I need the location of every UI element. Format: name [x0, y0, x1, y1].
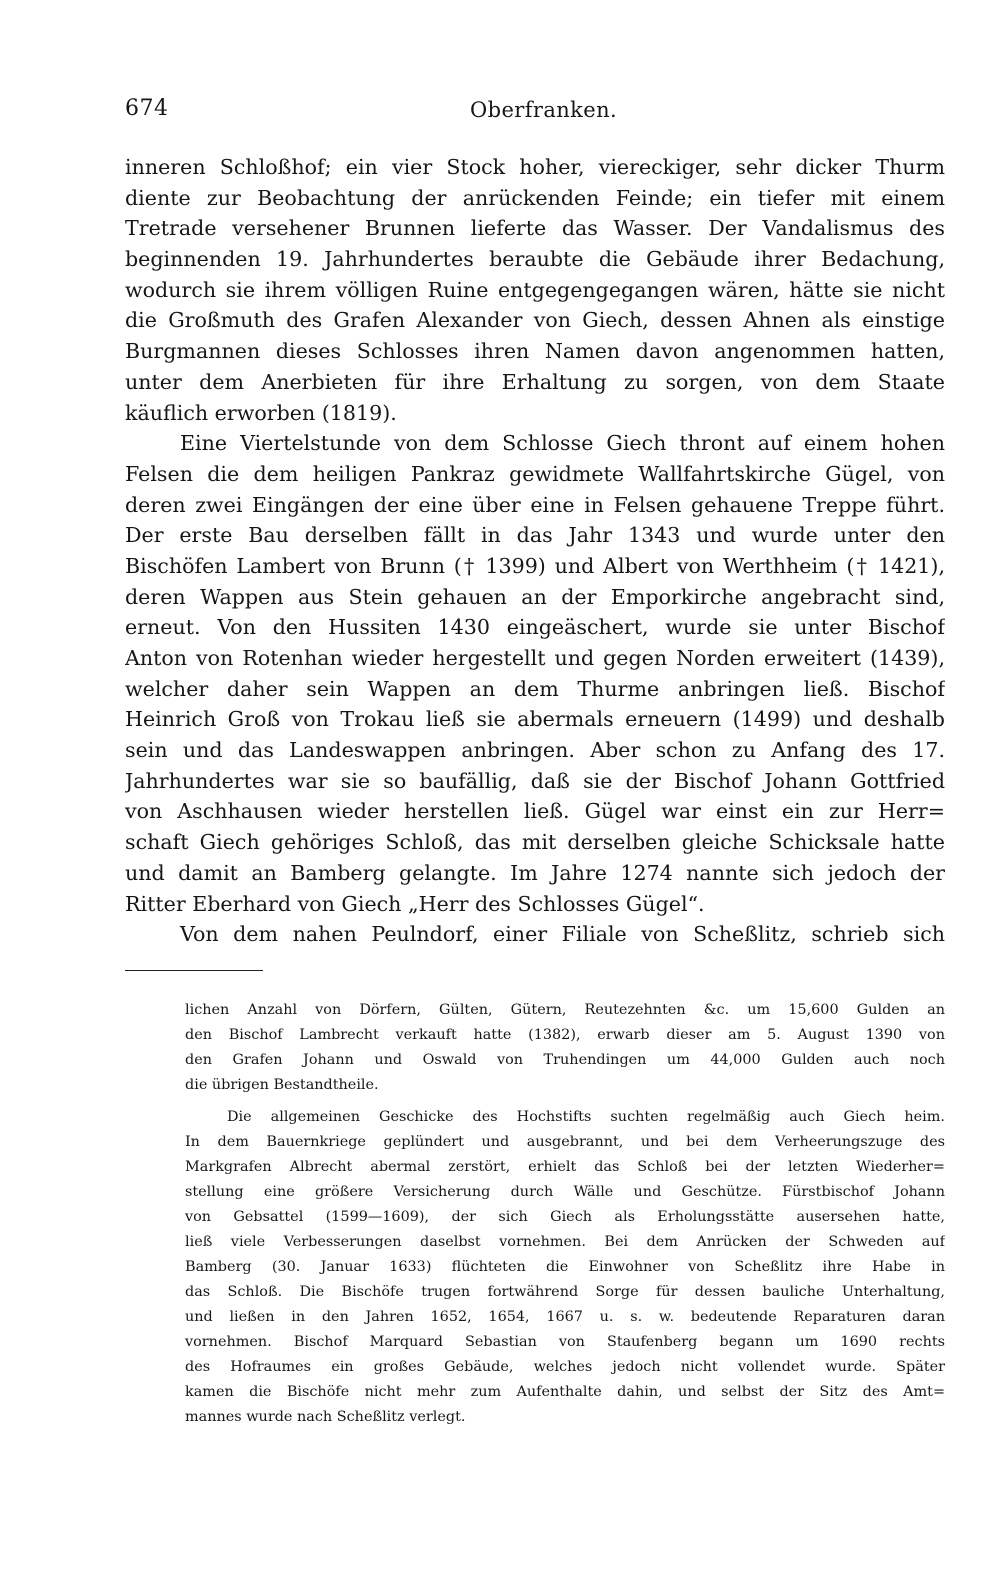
text-line: Der erste Bau derselben fällt in das Jahr 1343 und wurde unter den — [125, 523, 945, 548]
footnote-line: des Hofraumes ein großes Gebäude, welches jedoch nicht vollendet wurde. Später — [185, 1359, 945, 1375]
footnote-line: Bamberg (30. Januar 1633) flüchteten die Einwohner von Scheßlitz ihre Habe in — [185, 1259, 945, 1275]
text-line: Bischöfen Lambert von Brunn († 1399) und Albert von Werthheim († 1421), — [125, 553, 945, 578]
text-line: schaft Giech gehöriges Schloß, das mit derselben gleiche Schicksale hatte — [125, 830, 945, 855]
footnote-divider — [125, 970, 263, 971]
text-line: Heinrich Groß von Trokau ließ sie abermals erneuern (1499) und deshalb — [125, 707, 945, 732]
footnote-line: stellung eine größere Versicherung durch Wälle und Geschütze. Fürstbischof Johann — [185, 1184, 945, 1200]
text-line: wodurch sie ihrem völligen Ruine entgegengegangen wären, hätte sie nicht — [125, 277, 945, 302]
footnotes — [185, 998, 945, 1430]
text-line: Ritter Eberhard von Giech „Herr des Schlosses Gügel“. — [125, 891, 705, 916]
text-line: käuflich erworben (1819). — [125, 400, 397, 425]
text-line: diente zur Beobachtung der anrückenden Feinde; ein tiefer mit einem — [125, 185, 945, 210]
text-line: inneren Schloßhof; ein vier Stock hoher, viereckiger, sehr dicker Thurm — [125, 155, 945, 179]
text-line: Felsen die dem heiligen Pankraz gewidmete Wallfahrtskirche Gügel, von — [125, 461, 945, 486]
footnote-line: den Bischof Lambrecht verkauft hatte (1382), erwarb dieser am 5. August 1390 von — [185, 1027, 945, 1043]
footnote-line: und ließen in den Jahren 1652, 1654, 1667 u. s. w. bedeutende Reparaturen daran — [185, 1309, 945, 1325]
footnote-line: mannes wurde nach Scheßlitz verlegt. — [185, 1409, 466, 1425]
footnote-line: Die allgemeinen Geschicke des Hochstifts suchten regelmäßig auch Giech heim. — [227, 1109, 945, 1125]
footnote-line: lichen Anzahl von Dörfern, Gülten, Gütern, Reutezehnten &c. um 15,600 Gulden an — [185, 1002, 945, 1018]
text-line: Eine Viertelstunde von dem Schlosse Giech thront auf einem hohen — [180, 431, 945, 456]
footnote-line: ließ viele Verbesserungen daselbst vornehmen. Bei dem Anrücken der Schweden auf — [185, 1234, 945, 1250]
text-line: deren zwei Eingängen der eine über eine in Felsen gehauene Treppe führt. — [125, 492, 945, 517]
text-line: Burgmannen dieses Schlosses ihren Namen davon angenommen hatten, — [125, 339, 945, 364]
text-line: Tretrade versehener Brunnen lieferte das Wasser. Der Vandalismus des — [125, 216, 945, 241]
text-line: und damit an Bamberg gelangte. Im Jahre 1274 nannte sich jedoch der — [125, 860, 945, 885]
footnote-line: In dem Bauernkriege geplündert und ausgebrannt, und bei dem Verheerungszuge des — [185, 1134, 945, 1150]
running-title: Oberfranken. — [470, 98, 618, 122]
text-line: welcher daher sein Wappen an dem Thurme anbringen ließ. Bischof — [125, 676, 945, 701]
footnote-line: die übrigen Bestandtheile. — [185, 1077, 379, 1093]
text-line: die Großmuth des Grafen Alexander von Giech, dessen Ahnen als einstige — [125, 308, 945, 333]
main-text — [125, 152, 945, 950]
footnote-line: das Schloß. Die Bischöfe trugen fortwährend Sorge für dessen bauliche Unterhaltung, — [185, 1284, 945, 1300]
text-line: Jahrhundertes war sie so baufällig, daß sie der Bischof Johann Gottfried — [125, 768, 945, 793]
text-line: beginnenden 19. Jahrhundertes beraubte die Gebäude ihrer Bedachung, — [125, 247, 945, 272]
text-line: sein und das Landeswappen anbringen. Aber schon zu Anfang des 17. — [125, 738, 945, 763]
footnote-line: vornehmen. Bischof Marquard Sebastian von Staufenberg begann um 1690 rechts — [185, 1334, 945, 1350]
text-line: Anton von Rotenhan wieder hergestellt und gegen Norden erweitert (1439), — [125, 646, 945, 670]
text-line: erneut. Von den Hussiten 1430 eingeäschert, wurde sie unter Bischof — [125, 615, 945, 640]
text-line: unter dem Anerbieten für ihre Erhaltung zu sorgen, von dem Staate — [125, 369, 945, 394]
footnote-line: Markgrafen Albrecht abermal zerstört, erhielt das Schloß bei der letzten Wiederher= — [185, 1159, 945, 1175]
footnote-line: kamen die Bischöfe nicht mehr zum Aufenthalte dahin, und selbst der Sitz des Amt= — [185, 1384, 945, 1400]
footnote-line: den Grafen Johann und Oswald von Truhendingen um 44,000 Gulden auch noch — [185, 1052, 945, 1068]
text-line: Von dem nahen Peulndorf, einer Filiale von Scheßlitz, schrieb sich — [180, 922, 945, 947]
page-number: 674 — [125, 96, 169, 121]
text-line: deren Wappen aus Stein gehauen an der Emporkirche angebracht sind, — [125, 584, 945, 609]
text-line: von Aschhausen wieder herstellen ließ. Gügel war einst ein zur Herr= — [125, 799, 945, 824]
footnote-line: von Gebsattel (1599—1609), der sich Giech als Erholungsstätte ausersehen hatte, — [185, 1209, 945, 1225]
